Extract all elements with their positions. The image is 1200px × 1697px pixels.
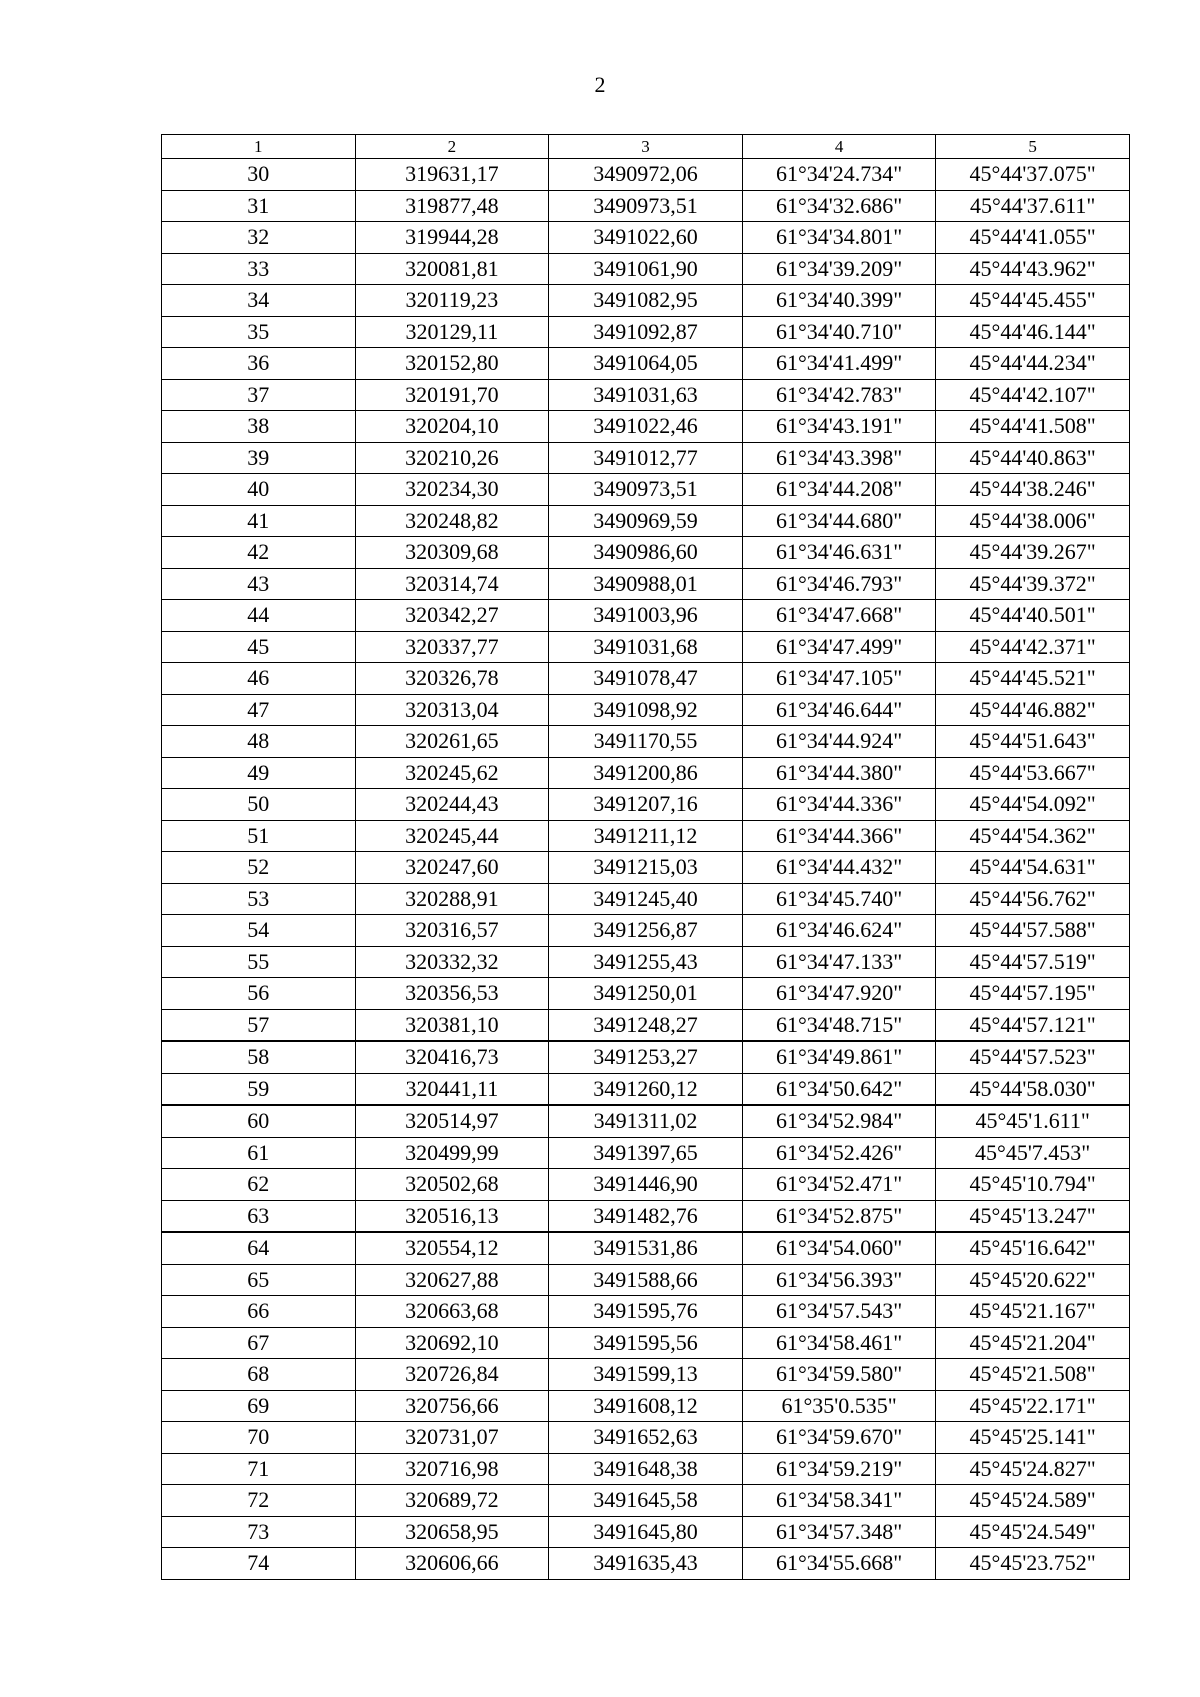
longitude-cell: 61°34'43.398" (742, 442, 936, 474)
table-row (162, 1548, 1130, 1580)
x-coordinate-cell: 320337,77 (355, 631, 549, 663)
y-coordinate-cell: 3491082,95 (549, 285, 743, 317)
x-coordinate-cell: 320342,27 (355, 600, 549, 632)
y-coordinate-cell: 3490969,59 (549, 505, 743, 537)
table-row (162, 789, 1130, 821)
longitude-cell: 61°34'44.380" (742, 757, 936, 789)
point-number-cell: 55 (162, 946, 356, 978)
table-row (162, 379, 1130, 411)
longitude-cell: 61°34'46.793" (742, 568, 936, 600)
table-row (162, 159, 1130, 191)
point-number-cell: 40 (162, 474, 356, 506)
point-number-cell: 45 (162, 631, 356, 663)
x-coordinate-cell: 320313,04 (355, 694, 549, 726)
x-coordinate-cell: 320502,68 (355, 1169, 549, 1201)
longitude-cell: 61°34'57.348" (742, 1516, 936, 1548)
longitude-cell: 61°35'0.535" (742, 1390, 936, 1422)
table-row (162, 1041, 1130, 1073)
table-row (162, 1453, 1130, 1485)
latitude-cell: 45°44'43.962" (936, 253, 1130, 285)
y-coordinate-cell: 3491397,65 (549, 1137, 743, 1169)
longitude-cell: 61°34'44.366" (742, 820, 936, 852)
y-coordinate-cell: 3491255,43 (549, 946, 743, 978)
y-coordinate-cell: 3491248,27 (549, 1009, 743, 1041)
table-row (162, 411, 1130, 443)
latitude-cell: 45°45'21.167" (936, 1296, 1130, 1328)
y-coordinate-cell: 3491031,63 (549, 379, 743, 411)
point-number-cell: 52 (162, 852, 356, 884)
point-number-cell: 44 (162, 600, 356, 632)
x-coordinate-cell: 320191,70 (355, 379, 549, 411)
y-coordinate-cell: 3491250,01 (549, 978, 743, 1010)
point-number-cell: 41 (162, 505, 356, 537)
table-row (162, 1359, 1130, 1391)
longitude-cell: 61°34'49.861" (742, 1041, 936, 1073)
latitude-cell: 45°44'38.246" (936, 474, 1130, 506)
table-row (162, 190, 1130, 222)
latitude-cell: 45°44'38.006" (936, 505, 1130, 537)
table-row (162, 1169, 1130, 1201)
latitude-cell: 45°44'57.588" (936, 915, 1130, 947)
y-coordinate-cell: 3491031,68 (549, 631, 743, 663)
y-coordinate-cell: 3490973,51 (549, 190, 743, 222)
table-row (162, 568, 1130, 600)
point-number-cell: 60 (162, 1105, 356, 1137)
x-coordinate-cell: 320245,62 (355, 757, 549, 789)
table-row (162, 442, 1130, 474)
longitude-cell: 61°34'52.426" (742, 1137, 936, 1169)
point-number-cell: 51 (162, 820, 356, 852)
latitude-cell: 45°45'22.171" (936, 1390, 1130, 1422)
point-number-cell: 64 (162, 1232, 356, 1264)
table-body (162, 159, 1130, 1580)
latitude-cell: 45°44'57.195" (936, 978, 1130, 1010)
latitude-cell: 45°44'45.455" (936, 285, 1130, 317)
latitude-cell: 45°45'24.549" (936, 1516, 1130, 1548)
point-number-cell: 48 (162, 726, 356, 758)
table-row (162, 285, 1130, 317)
point-number-cell: 53 (162, 883, 356, 915)
y-coordinate-cell: 3491012,77 (549, 442, 743, 474)
point-number-cell: 47 (162, 694, 356, 726)
latitude-cell: 45°44'37.075" (936, 159, 1130, 191)
y-coordinate-cell: 3491599,13 (549, 1359, 743, 1391)
longitude-cell: 61°34'59.580" (742, 1359, 936, 1391)
x-coordinate-cell: 320726,84 (355, 1359, 549, 1391)
point-number-cell: 57 (162, 1009, 356, 1041)
latitude-cell: 45°45'20.622" (936, 1264, 1130, 1296)
x-coordinate-cell: 320261,65 (355, 726, 549, 758)
point-number-cell: 39 (162, 442, 356, 474)
longitude-cell: 61°34'44.208" (742, 474, 936, 506)
table-row (162, 537, 1130, 569)
x-coordinate-cell: 320516,13 (355, 1200, 549, 1232)
table-row (162, 631, 1130, 663)
table-row (162, 883, 1130, 915)
longitude-cell: 61°34'47.499" (742, 631, 936, 663)
x-coordinate-cell: 320244,43 (355, 789, 549, 821)
y-coordinate-cell: 3490988,01 (549, 568, 743, 600)
table-row (162, 757, 1130, 789)
table-row (162, 253, 1130, 285)
x-coordinate-cell: 320332,32 (355, 946, 549, 978)
x-coordinate-cell: 320663,68 (355, 1296, 549, 1328)
table-row (162, 1296, 1130, 1328)
y-coordinate-cell: 3491256,87 (549, 915, 743, 947)
table-row (162, 1327, 1130, 1359)
latitude-cell: 45°44'54.362" (936, 820, 1130, 852)
y-coordinate-cell: 3491215,03 (549, 852, 743, 884)
point-number-cell: 61 (162, 1137, 356, 1169)
longitude-cell: 61°34'58.461" (742, 1327, 936, 1359)
point-number-cell: 71 (162, 1453, 356, 1485)
latitude-cell: 45°44'41.055" (936, 222, 1130, 254)
table-row (162, 1009, 1130, 1041)
point-number-cell: 50 (162, 789, 356, 821)
x-coordinate-cell: 320309,68 (355, 537, 549, 569)
table-row (162, 1137, 1130, 1169)
point-number-cell: 69 (162, 1390, 356, 1422)
point-number-cell: 68 (162, 1359, 356, 1391)
point-number-cell: 72 (162, 1485, 356, 1517)
longitude-cell: 61°34'54.060" (742, 1232, 936, 1264)
point-number-cell: 43 (162, 568, 356, 600)
table-row (162, 316, 1130, 348)
latitude-cell: 45°45'25.141" (936, 1422, 1130, 1454)
point-number-cell: 33 (162, 253, 356, 285)
y-coordinate-cell: 3491648,38 (549, 1453, 743, 1485)
longitude-cell: 61°34'39.209" (742, 253, 936, 285)
latitude-cell: 45°44'57.519" (936, 946, 1130, 978)
table-row (162, 852, 1130, 884)
latitude-cell: 45°44'53.667" (936, 757, 1130, 789)
x-coordinate-cell: 320234,30 (355, 474, 549, 506)
y-coordinate-cell: 3490973,51 (549, 474, 743, 506)
point-number-cell: 56 (162, 978, 356, 1010)
table-row (162, 505, 1130, 537)
latitude-cell: 45°44'39.267" (936, 537, 1130, 569)
x-coordinate-cell: 320499,99 (355, 1137, 549, 1169)
longitude-cell: 61°34'34.801" (742, 222, 936, 254)
longitude-cell: 61°34'52.984" (742, 1105, 936, 1137)
y-coordinate-cell: 3491608,12 (549, 1390, 743, 1422)
longitude-cell: 61°34'43.191" (742, 411, 936, 443)
y-coordinate-cell: 3490972,06 (549, 159, 743, 191)
point-number-cell: 35 (162, 316, 356, 348)
x-coordinate-cell: 320554,12 (355, 1232, 549, 1264)
y-coordinate-cell: 3491078,47 (549, 663, 743, 695)
y-coordinate-cell: 3491098,92 (549, 694, 743, 726)
latitude-cell: 45°44'56.762" (936, 883, 1130, 915)
latitude-cell: 45°44'46.882" (936, 694, 1130, 726)
x-coordinate-cell: 319944,28 (355, 222, 549, 254)
x-coordinate-cell: 320314,74 (355, 568, 549, 600)
point-number-cell: 30 (162, 159, 356, 191)
y-coordinate-cell: 3491245,40 (549, 883, 743, 915)
longitude-cell: 61°34'44.336" (742, 789, 936, 821)
longitude-cell: 61°34'47.668" (742, 600, 936, 632)
point-number-cell: 37 (162, 379, 356, 411)
latitude-cell: 45°45'1.611" (936, 1105, 1130, 1137)
coordinates-table (161, 134, 1130, 1580)
point-number-cell: 38 (162, 411, 356, 443)
y-coordinate-cell: 3491064,05 (549, 348, 743, 380)
point-number-cell: 73 (162, 1516, 356, 1548)
point-number-cell: 63 (162, 1200, 356, 1232)
x-coordinate-cell: 320210,26 (355, 442, 549, 474)
longitude-cell: 61°34'41.499" (742, 348, 936, 380)
x-coordinate-cell: 320356,53 (355, 978, 549, 1010)
table-row (162, 222, 1130, 254)
point-number-cell: 74 (162, 1548, 356, 1580)
longitude-cell: 61°34'46.631" (742, 537, 936, 569)
latitude-cell: 45°45'24.827" (936, 1453, 1130, 1485)
latitude-cell: 45°45'23.752" (936, 1548, 1130, 1580)
point-number-cell: 59 (162, 1073, 356, 1105)
point-number-cell: 49 (162, 757, 356, 789)
table-row (162, 915, 1130, 947)
longitude-cell: 61°34'44.924" (742, 726, 936, 758)
longitude-cell: 61°34'40.399" (742, 285, 936, 317)
table-row (162, 1200, 1130, 1232)
longitude-cell: 61°34'46.624" (742, 915, 936, 947)
longitude-cell: 61°34'58.341" (742, 1485, 936, 1517)
y-coordinate-cell: 3491446,90 (549, 1169, 743, 1201)
point-number-cell: 42 (162, 537, 356, 569)
latitude-cell: 45°45'16.642" (936, 1232, 1130, 1264)
table-row (162, 1485, 1130, 1517)
table-row (162, 694, 1130, 726)
latitude-cell: 45°44'40.863" (936, 442, 1130, 474)
longitude-cell: 61°34'47.920" (742, 978, 936, 1010)
point-number-cell: 67 (162, 1327, 356, 1359)
table-header-row (162, 135, 1130, 159)
point-number-cell: 65 (162, 1264, 356, 1296)
column-header-3: 3 (549, 135, 743, 159)
table-row (162, 820, 1130, 852)
latitude-cell: 45°44'57.523" (936, 1041, 1130, 1073)
y-coordinate-cell: 3491588,66 (549, 1264, 743, 1296)
table-row (162, 1105, 1130, 1137)
y-coordinate-cell: 3491595,56 (549, 1327, 743, 1359)
longitude-cell: 61°34'47.105" (742, 663, 936, 695)
latitude-cell: 45°44'42.107" (936, 379, 1130, 411)
column-header-1: 1 (162, 135, 356, 159)
x-coordinate-cell: 320288,91 (355, 883, 549, 915)
y-coordinate-cell: 3491531,86 (549, 1232, 743, 1264)
latitude-cell: 45°45'10.794" (936, 1169, 1130, 1201)
y-coordinate-cell: 3491092,87 (549, 316, 743, 348)
y-coordinate-cell: 3491211,12 (549, 820, 743, 852)
latitude-cell: 45°44'39.372" (936, 568, 1130, 600)
column-header-2: 2 (355, 135, 549, 159)
x-coordinate-cell: 320316,57 (355, 915, 549, 947)
column-header-4: 4 (742, 135, 936, 159)
latitude-cell: 45°45'7.453" (936, 1137, 1130, 1169)
y-coordinate-cell: 3491635,43 (549, 1548, 743, 1580)
y-coordinate-cell: 3491311,02 (549, 1105, 743, 1137)
x-coordinate-cell: 320119,23 (355, 285, 549, 317)
x-coordinate-cell: 320416,73 (355, 1041, 549, 1073)
y-coordinate-cell: 3491170,55 (549, 726, 743, 758)
y-coordinate-cell: 3491022,46 (549, 411, 743, 443)
table-row (162, 1516, 1130, 1548)
longitude-cell: 61°34'44.680" (742, 505, 936, 537)
latitude-cell: 45°44'46.144" (936, 316, 1130, 348)
x-coordinate-cell: 320692,10 (355, 1327, 549, 1359)
y-coordinate-cell: 3491645,80 (549, 1516, 743, 1548)
x-coordinate-cell: 320247,60 (355, 852, 549, 884)
longitude-cell: 61°34'40.710" (742, 316, 936, 348)
x-coordinate-cell: 320248,82 (355, 505, 549, 537)
y-coordinate-cell: 3491482,76 (549, 1200, 743, 1232)
x-coordinate-cell: 320129,11 (355, 316, 549, 348)
x-coordinate-cell: 320245,44 (355, 820, 549, 852)
latitude-cell: 45°44'51.643" (936, 726, 1130, 758)
latitude-cell: 45°44'40.501" (936, 600, 1130, 632)
y-coordinate-cell: 3491645,58 (549, 1485, 743, 1517)
latitude-cell: 45°44'54.092" (936, 789, 1130, 821)
table-row (162, 1390, 1130, 1422)
latitude-cell: 45°44'45.521" (936, 663, 1130, 695)
x-coordinate-cell: 320441,11 (355, 1073, 549, 1105)
table-row (162, 600, 1130, 632)
x-coordinate-cell: 320658,95 (355, 1516, 549, 1548)
x-coordinate-cell: 320731,07 (355, 1422, 549, 1454)
x-coordinate-cell: 320716,98 (355, 1453, 549, 1485)
point-number-cell: 54 (162, 915, 356, 947)
longitude-cell: 61°34'55.668" (742, 1548, 936, 1580)
x-coordinate-cell: 320152,80 (355, 348, 549, 380)
x-coordinate-cell: 319877,48 (355, 190, 549, 222)
longitude-cell: 61°34'50.642" (742, 1073, 936, 1105)
x-coordinate-cell: 319631,17 (355, 159, 549, 191)
y-coordinate-cell: 3491061,90 (549, 253, 743, 285)
longitude-cell: 61°34'47.133" (742, 946, 936, 978)
latitude-cell: 45°44'41.508" (936, 411, 1130, 443)
y-coordinate-cell: 3491022,60 (549, 222, 743, 254)
table-row (162, 348, 1130, 380)
longitude-cell: 61°34'32.686" (742, 190, 936, 222)
longitude-cell: 61°34'57.543" (742, 1296, 936, 1328)
x-coordinate-cell: 320204,10 (355, 411, 549, 443)
longitude-cell: 61°34'46.644" (742, 694, 936, 726)
latitude-cell: 45°44'54.631" (936, 852, 1130, 884)
page-number: 2 (594, 72, 606, 97)
longitude-cell: 61°34'24.734" (742, 159, 936, 191)
latitude-cell: 45°44'37.611" (936, 190, 1130, 222)
table-row (162, 978, 1130, 1010)
table-row (162, 474, 1130, 506)
y-coordinate-cell: 3491652,63 (549, 1422, 743, 1454)
y-coordinate-cell: 3490986,60 (549, 537, 743, 569)
longitude-cell: 61°34'52.471" (742, 1169, 936, 1201)
x-coordinate-cell: 320381,10 (355, 1009, 549, 1041)
table-row (162, 1422, 1130, 1454)
y-coordinate-cell: 3491595,76 (549, 1296, 743, 1328)
point-number-cell: 58 (162, 1041, 356, 1073)
longitude-cell: 61°34'52.875" (742, 1200, 936, 1232)
x-coordinate-cell: 320606,66 (355, 1548, 549, 1580)
column-header-5: 5 (936, 135, 1130, 159)
y-coordinate-cell: 3491200,86 (549, 757, 743, 789)
latitude-cell: 45°45'24.589" (936, 1485, 1130, 1517)
y-coordinate-cell: 3491253,27 (549, 1041, 743, 1073)
table-row (162, 1264, 1130, 1296)
latitude-cell: 45°44'44.234" (936, 348, 1130, 380)
point-number-cell: 66 (162, 1296, 356, 1328)
point-number-cell: 70 (162, 1422, 356, 1454)
point-number-cell: 36 (162, 348, 356, 380)
table-row (162, 726, 1130, 758)
point-number-cell: 31 (162, 190, 356, 222)
latitude-cell: 45°44'58.030" (936, 1073, 1130, 1105)
point-number-cell: 46 (162, 663, 356, 695)
latitude-cell: 45°44'42.371" (936, 631, 1130, 663)
x-coordinate-cell: 320514,97 (355, 1105, 549, 1137)
longitude-cell: 61°34'56.393" (742, 1264, 936, 1296)
longitude-cell: 61°34'59.219" (742, 1453, 936, 1485)
table-row (162, 663, 1130, 695)
point-number-cell: 34 (162, 285, 356, 317)
point-number-cell: 62 (162, 1169, 356, 1201)
x-coordinate-cell: 320689,72 (355, 1485, 549, 1517)
latitude-cell: 45°44'57.121" (936, 1009, 1130, 1041)
x-coordinate-cell: 320326,78 (355, 663, 549, 695)
table-row (162, 946, 1130, 978)
table-row (162, 1073, 1130, 1105)
longitude-cell: 61°34'59.670" (742, 1422, 936, 1454)
y-coordinate-cell: 3491003,96 (549, 600, 743, 632)
table-row (162, 1232, 1130, 1264)
point-number-cell: 32 (162, 222, 356, 254)
latitude-cell: 45°45'21.508" (936, 1359, 1130, 1391)
y-coordinate-cell: 3491207,16 (549, 789, 743, 821)
y-coordinate-cell: 3491260,12 (549, 1073, 743, 1105)
longitude-cell: 61°34'42.783" (742, 379, 936, 411)
x-coordinate-cell: 320627,88 (355, 1264, 549, 1296)
x-coordinate-cell: 320081,81 (355, 253, 549, 285)
x-coordinate-cell: 320756,66 (355, 1390, 549, 1422)
latitude-cell: 45°45'13.247" (936, 1200, 1130, 1232)
longitude-cell: 61°34'44.432" (742, 852, 936, 884)
longitude-cell: 61°34'45.740" (742, 883, 936, 915)
longitude-cell: 61°34'48.715" (742, 1009, 936, 1041)
latitude-cell: 45°45'21.204" (936, 1327, 1130, 1359)
